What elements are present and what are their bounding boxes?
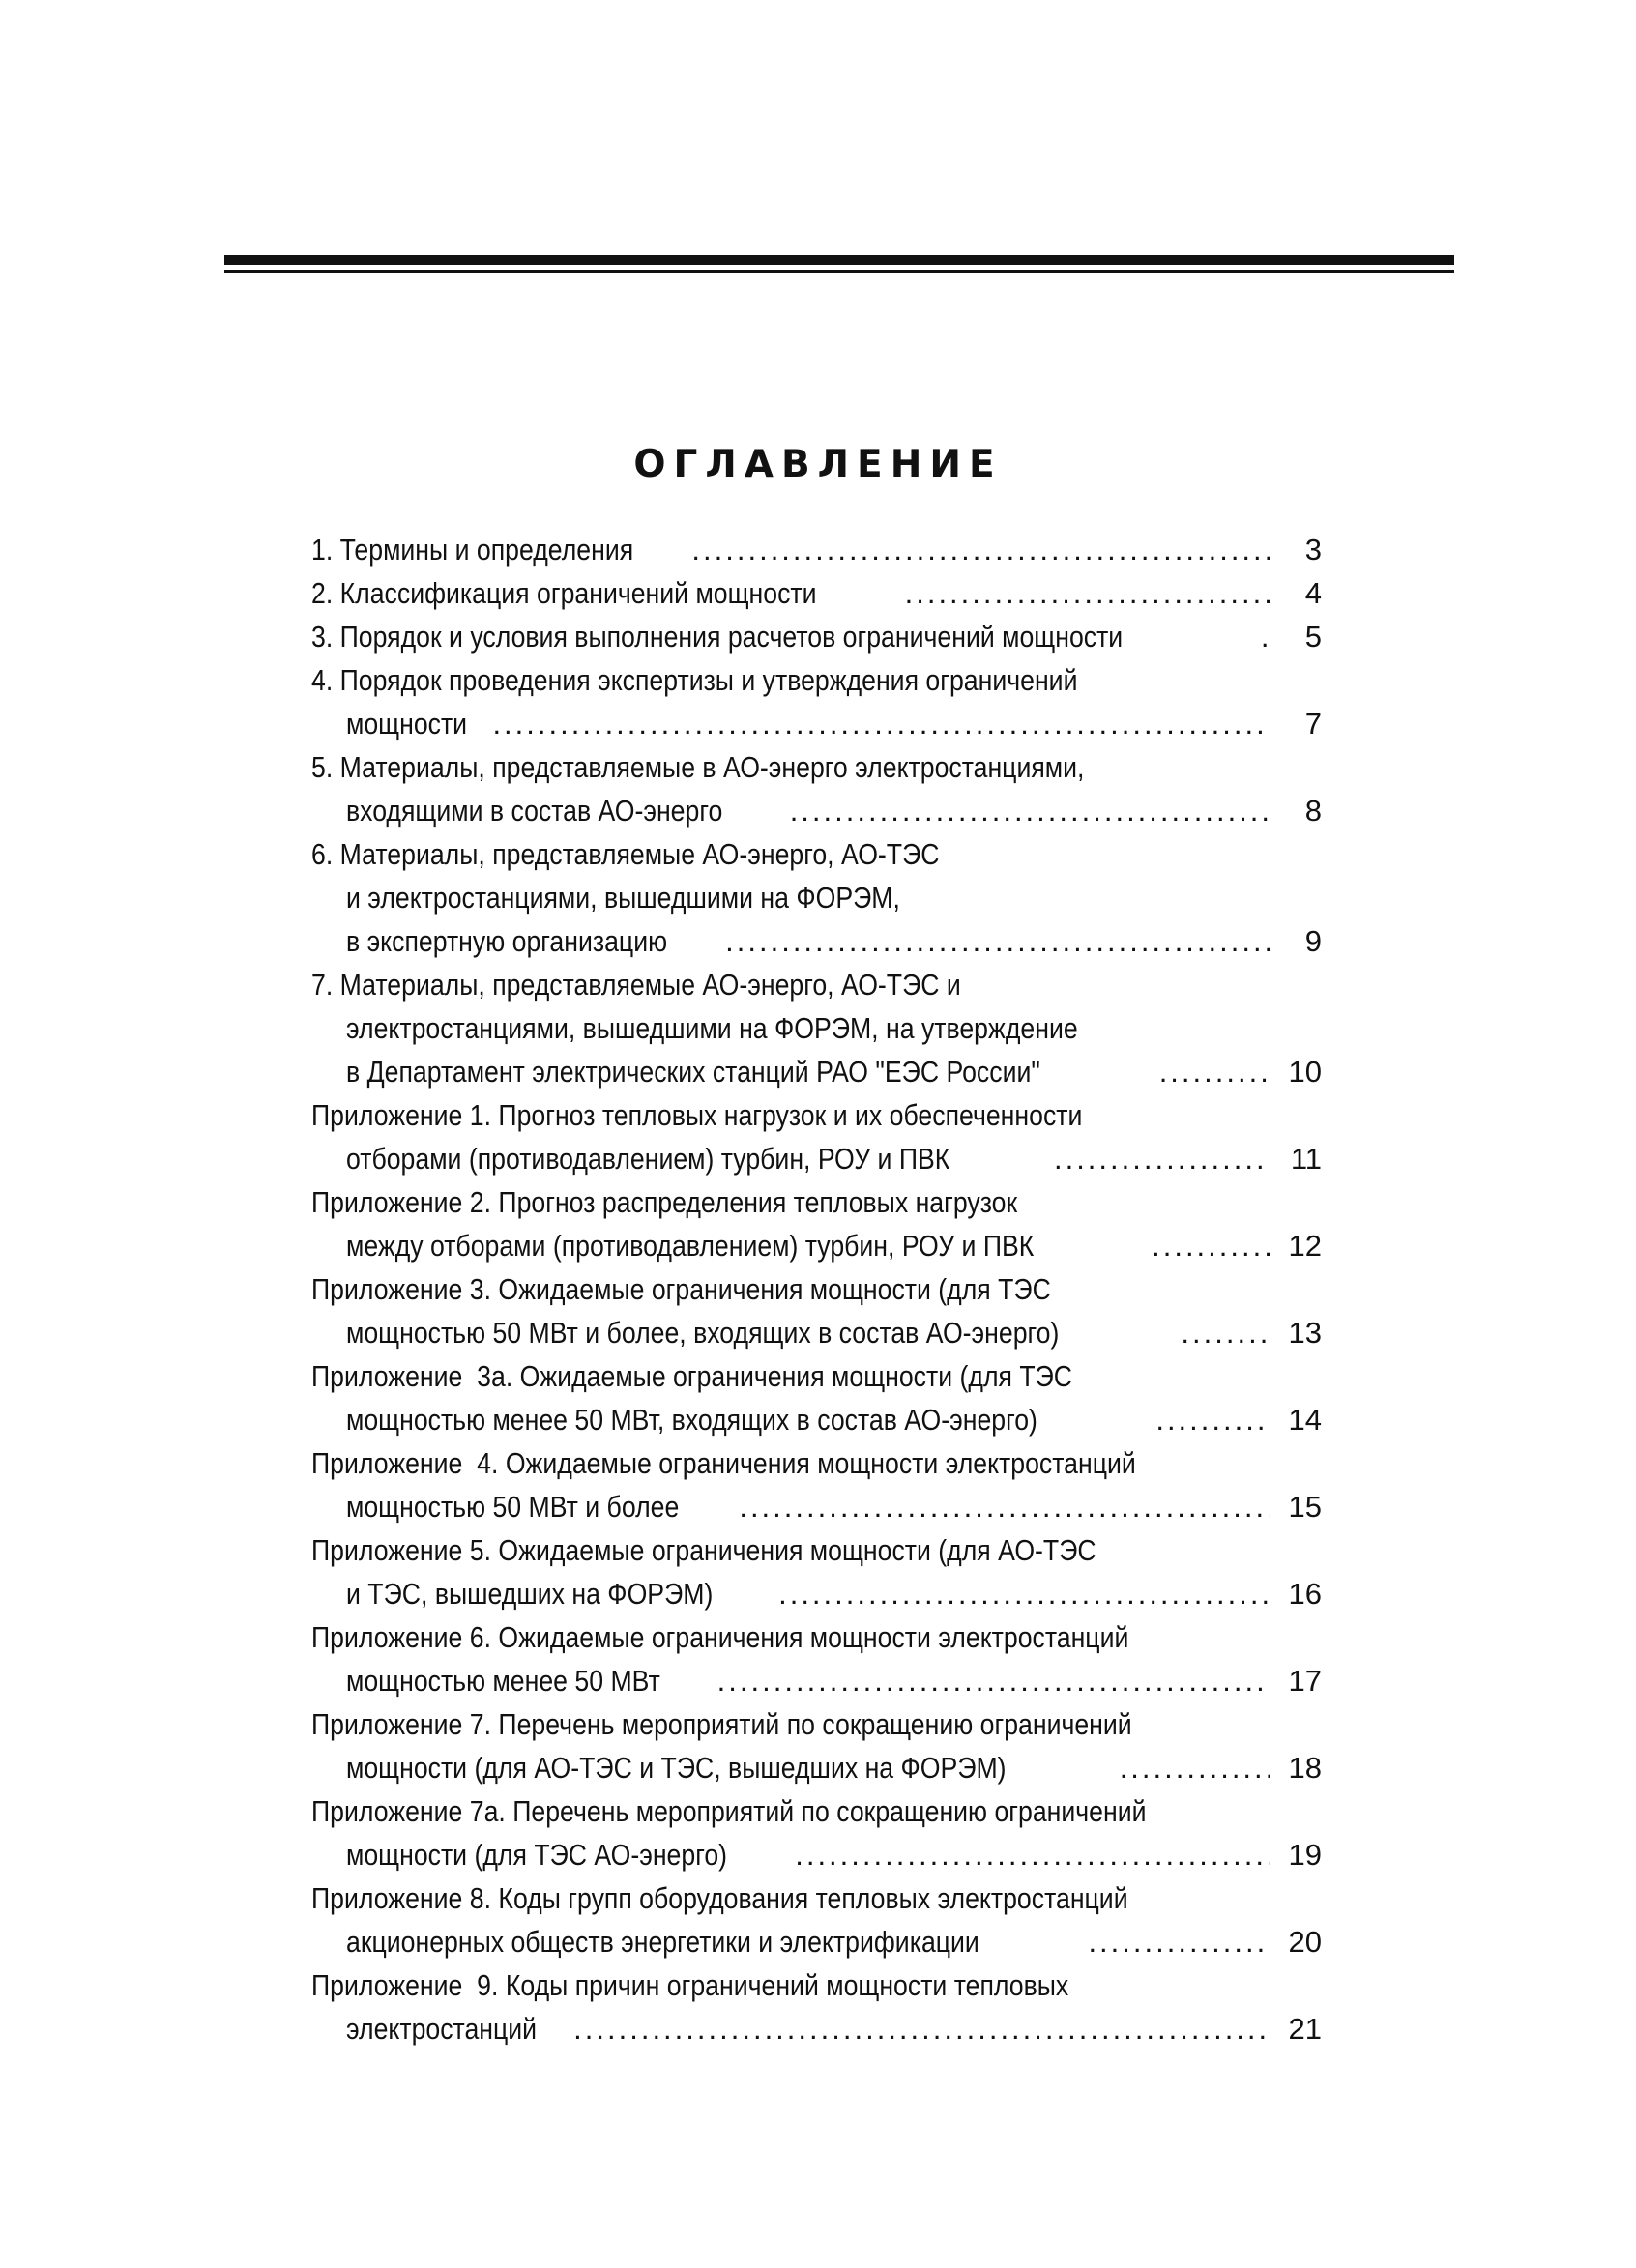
toc-line <box>311 1137 1322 1180</box>
toc-line-text: Приложение 5. Ожидаемые ограничения мощности (для АО-ТЭС <box>311 1533 1096 1567</box>
toc-entry[interactable] <box>311 1441 1322 1528</box>
toc-page-number: 16 <box>1288 1577 1322 1611</box>
toc-leader-dots <box>795 1833 1270 1876</box>
toc-line-text: 2. Классификация ограничений мощности <box>311 576 817 610</box>
toc-line-text: Приложение 7. Перечень мероприятий по сокращению ограничений <box>311 1707 1132 1741</box>
toc-line-text: 5. Материалы, представляемые в АО-энерго электростанциями, <box>311 750 1085 784</box>
toc-line-text: мощностью 50 МВт и более <box>346 1490 680 1524</box>
toc-line <box>311 1267 1322 1311</box>
toc-page-number: 5 <box>1304 620 1322 654</box>
toc-line <box>311 1093 1322 1137</box>
toc-line-text: мощности (для ТЭС АО-энерго) <box>346 1838 728 1872</box>
toc-page-number: 14 <box>1288 1403 1322 1437</box>
toc-page-number: 9 <box>1304 924 1322 958</box>
toc-line <box>311 919 1322 963</box>
toc-line <box>311 1789 1322 1833</box>
toc-line-text: между отборами (противодавлением) турбин, РОУ и ПВК <box>346 1229 1035 1263</box>
toc-line-text: Приложение 7а. Перечень мероприятий по сокращению ограничений <box>311 1794 1147 1828</box>
toc-line <box>311 571 1322 615</box>
toc-line <box>311 1963 1322 2007</box>
toc-line <box>311 1876 1322 1920</box>
toc-line <box>311 658 1322 702</box>
toc-leader-dots <box>691 528 1270 571</box>
toc-line <box>311 702 1322 745</box>
table-of-contents <box>311 528 1322 2050</box>
toc-line <box>311 1833 1322 1876</box>
toc-line-text: и ТЭС, вышедших на ФОРЭМ) <box>346 1577 714 1611</box>
toc-entry[interactable] <box>311 615 1322 658</box>
toc-page-number: 10 <box>1288 1055 1322 1089</box>
toc-page-number: 19 <box>1288 1838 1322 1872</box>
toc-line-text: в экспертную организацию <box>346 924 668 958</box>
toc-line <box>311 1050 1322 1093</box>
toc-leader-dots <box>1181 1311 1270 1354</box>
toc-entry[interactable] <box>311 832 1322 963</box>
toc-line <box>311 1180 1322 1224</box>
toc-line <box>311 832 1322 876</box>
toc-entry[interactable] <box>311 1789 1322 1876</box>
toc-entry[interactable] <box>311 1615 1322 1702</box>
toc-line-text: Приложение 3. Ожидаемые ограничения мощности (для ТЭС <box>311 1272 1051 1306</box>
toc-entry[interactable] <box>311 1267 1322 1354</box>
toc-line <box>311 2007 1322 2050</box>
toc-line-text: Приложение 1. Прогноз тепловых нагрузок и их обеспеченности <box>311 1098 1083 1132</box>
toc-line <box>311 1659 1322 1702</box>
toc-page-number: 4 <box>1304 576 1322 610</box>
toc-line-text: мощности (для АО-ТЭС и ТЭС, вышедших на ФОРЭМ) <box>346 1751 1007 1785</box>
toc-line <box>311 1441 1322 1485</box>
toc-entry[interactable] <box>311 1354 1322 1441</box>
toc-line <box>311 789 1322 832</box>
toc-line <box>311 1006 1322 1050</box>
toc-entry[interactable] <box>311 658 1322 745</box>
toc-entry[interactable] <box>311 1528 1322 1615</box>
toc-line <box>311 1224 1322 1267</box>
toc-entry[interactable] <box>311 528 1322 571</box>
toc-line <box>311 1920 1322 1963</box>
toc-line-text: Приложение 8. Коды групп оборудования тепловых электростанций <box>311 1881 1128 1915</box>
toc-line-text: Приложение 6. Ожидаемые ограничения мощности электростанций <box>311 1620 1129 1654</box>
toc-line-text: 6. Материалы, представляемые АО-энерго, АО-ТЭС <box>311 837 940 871</box>
toc-page-number: 21 <box>1288 2012 1322 2046</box>
toc-leader-dots <box>725 919 1270 963</box>
top-rule-thin <box>224 270 1454 273</box>
toc-line <box>311 963 1322 1006</box>
toc-line-text: электростанций <box>346 2012 538 2046</box>
toc-entry[interactable] <box>311 963 1322 1093</box>
toc-page-number: 18 <box>1288 1751 1322 1785</box>
page-title: ОГЛАВЛЕНИЕ <box>633 443 1003 486</box>
toc-line <box>311 1485 1322 1528</box>
toc-page-number: 13 <box>1288 1316 1322 1350</box>
toc-line-text: в Департамент электрических станций РАО "ЕЭС России" <box>346 1055 1040 1089</box>
top-rule-thick <box>224 255 1454 265</box>
toc-entry[interactable] <box>311 1180 1322 1267</box>
toc-line <box>311 1354 1322 1398</box>
toc-page-number: 12 <box>1288 1229 1322 1263</box>
toc-line-text: мощностью 50 МВт и более, входящих в состав АО-энерго) <box>346 1316 1060 1350</box>
toc-line <box>311 1398 1322 1441</box>
toc-line <box>311 528 1322 571</box>
toc-line-text: 7. Материалы, представляемые АО-энерго, АО-ТЭС и <box>311 968 961 1002</box>
toc-line <box>311 1311 1322 1354</box>
toc-line-text: и электростанциями, вышедшими на ФОРЭМ, <box>346 881 900 915</box>
toc-line-text: электростанциями, вышедшими на ФОРЭМ, на утверждение <box>346 1011 1078 1045</box>
toc-leader-dots <box>778 1572 1270 1615</box>
toc-line-text: отборами (противодавлением) турбин, РОУ и ПВК <box>346 1142 950 1176</box>
toc-line-text: Приложение 9. Коды причин ограничений мощности тепловых <box>311 1968 1069 2002</box>
toc-leader-dots <box>1120 1746 1270 1789</box>
toc-page-number: 17 <box>1288 1664 1322 1698</box>
toc-line-text: 4. Порядок проведения экспертизы и утверждения ограничений <box>311 663 1078 697</box>
toc-leader-dots <box>1152 1224 1270 1267</box>
toc-line <box>311 745 1322 789</box>
toc-line-text: Приложение 2. Прогноз распределения тепловых нагрузок <box>311 1185 1018 1219</box>
toc-line <box>311 876 1322 919</box>
toc-leader-dots <box>905 571 1270 615</box>
toc-page-number: 20 <box>1288 1925 1322 1959</box>
toc-line-text: входящими в состав АО-энерго <box>346 794 723 828</box>
toc-line <box>311 1702 1322 1746</box>
toc-line-text: акционерных обществ энергетики и электрификации <box>346 1925 979 1959</box>
toc-entry[interactable] <box>311 1093 1322 1180</box>
toc-leader-dots <box>573 2007 1270 2050</box>
toc-page-number: 3 <box>1304 533 1322 567</box>
toc-leader-dots <box>1155 1398 1270 1441</box>
toc-entry[interactable] <box>311 571 1322 615</box>
toc-leader-dots <box>739 1485 1270 1528</box>
toc-leader-dots <box>1054 1137 1270 1180</box>
toc-entry[interactable] <box>311 1876 1322 1963</box>
toc-line <box>311 1615 1322 1659</box>
toc-entry[interactable] <box>311 1963 1322 2050</box>
toc-page-number: 7 <box>1304 707 1322 741</box>
toc-line-text: мощностью менее 50 МВт, входящих в состав АО-энерго) <box>346 1403 1037 1437</box>
toc-leader-dots <box>1261 615 1270 658</box>
toc-leader-dots <box>492 702 1270 745</box>
toc-line-text: Приложение 4. Ожидаемые ограничения мощности электростанций <box>311 1446 1136 1480</box>
toc-leader-dots <box>1159 1050 1270 1093</box>
toc-line <box>311 1572 1322 1615</box>
toc-line-text: Приложение 3а. Ожидаемые ограничения мощности (для ТЭС <box>311 1359 1073 1393</box>
toc-page-number: 8 <box>1304 794 1322 828</box>
toc-leader-dots <box>790 789 1270 832</box>
toc-leader-dots <box>1088 1920 1270 1963</box>
toc-line-text: 1. Термины и определения <box>311 533 634 567</box>
toc-line <box>311 1528 1322 1572</box>
toc-line-text: мощностью менее 50 МВт <box>346 1664 660 1698</box>
toc-entry[interactable] <box>311 745 1322 832</box>
toc-entry[interactable] <box>311 1702 1322 1789</box>
toc-page-number: 11 <box>1290 1142 1322 1176</box>
toc-line-text: мощности <box>346 707 468 741</box>
toc-line <box>311 615 1322 658</box>
toc-page-number: 15 <box>1288 1490 1322 1524</box>
toc-line-text: 3. Порядок и условия выполнения расчетов ограничений мощности <box>311 620 1124 654</box>
toc-leader-dots <box>717 1659 1270 1702</box>
toc-line <box>311 1746 1322 1789</box>
